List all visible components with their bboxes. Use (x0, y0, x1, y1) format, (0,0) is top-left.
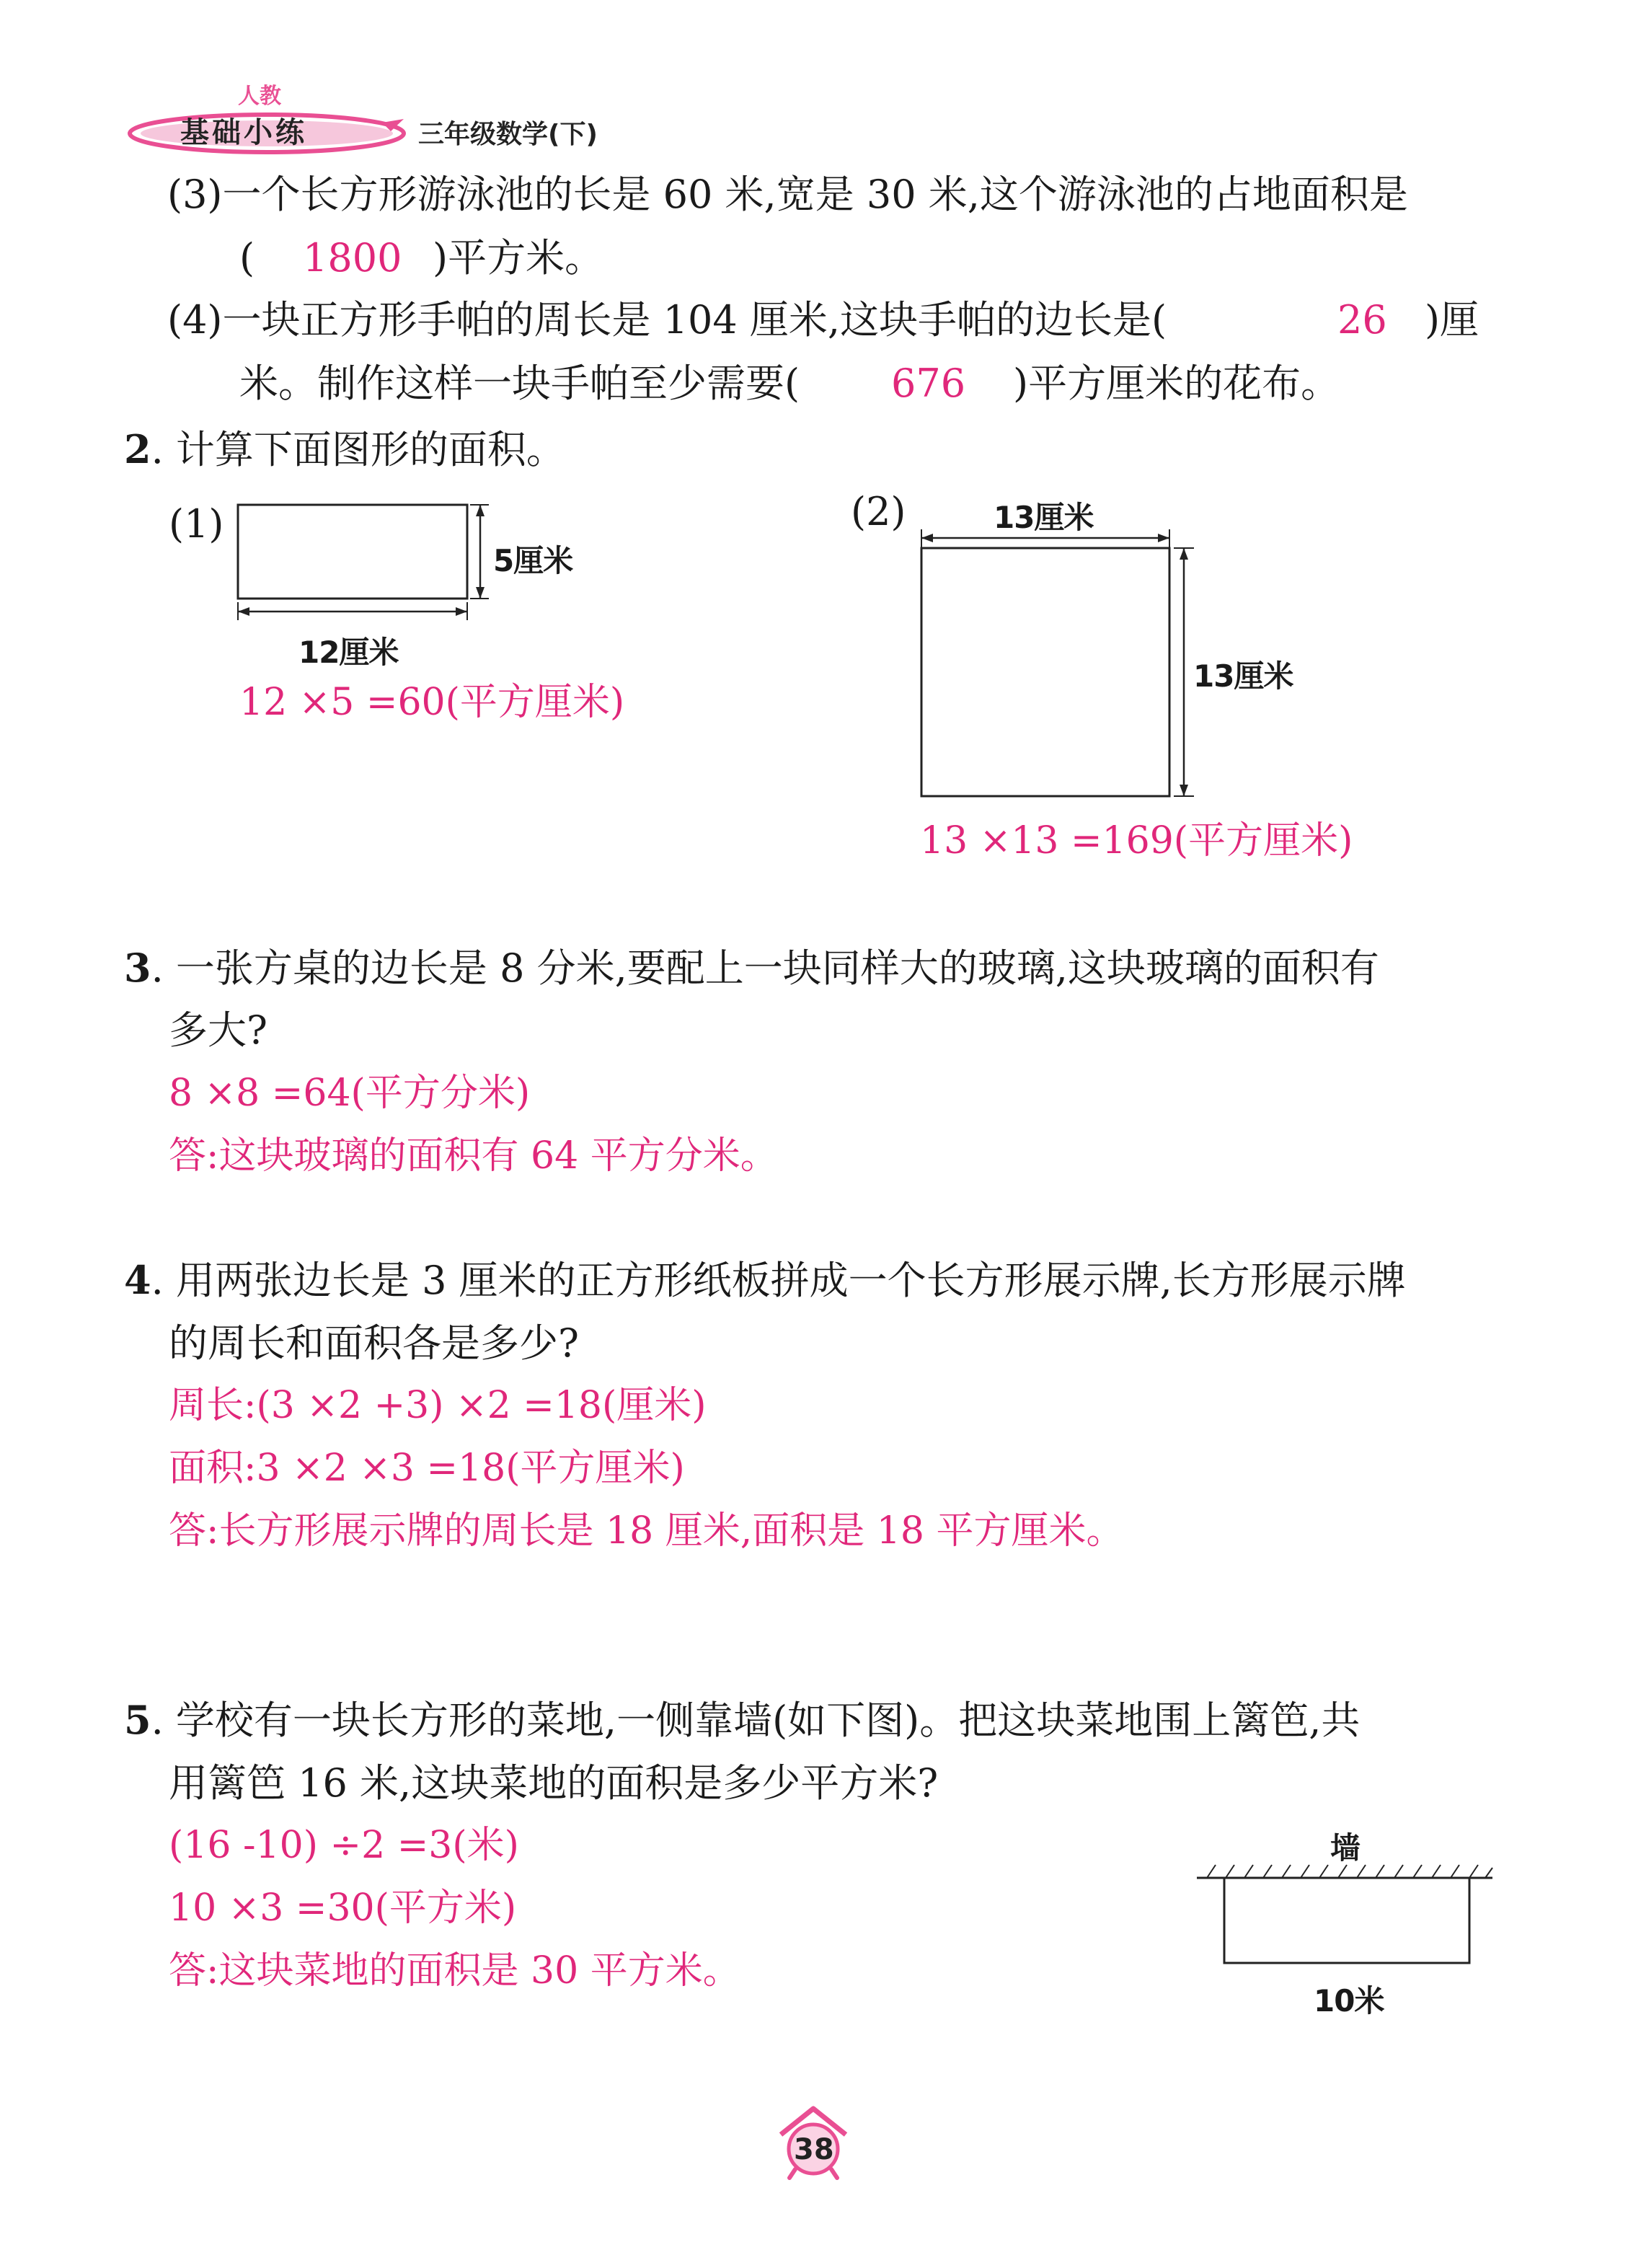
q4-line1 (124, 1257, 1406, 1303)
q5-garden-figure (1197, 1861, 1500, 1976)
q1-4-answer-side: 26 (1337, 297, 1387, 343)
q5-line2: 用篱笆 16 米,这块菜地的面积是多少平方米? (169, 1760, 939, 1806)
q2-fig1-label: (1) (169, 501, 224, 547)
q2-fig2-width-label: 13厘米 (994, 500, 1094, 535)
q5-answer-statement: 答:这块菜地的面积是 30 平方米。 (169, 1949, 740, 1993)
q3-line1 (124, 945, 1379, 991)
q5-answer-width: (16 -10) ÷2 =3(米) (169, 1824, 519, 1867)
q5-width-label: 10米 (1314, 1983, 1384, 2018)
q1-4-line1-post: )厘 (1425, 297, 1479, 343)
q3-line2: 多大? (169, 1007, 267, 1053)
q3-text: . 一张方桌的边长是 8 分米,要配上一块同样大的玻璃,这块玻璃的面积有 (151, 945, 1379, 991)
header-edition: 人教 (238, 84, 281, 109)
q1-3-answer: 1800 (303, 235, 402, 281)
q4-line2: 的周长和面积各是多少? (169, 1320, 579, 1366)
q2-fig1-rectangle (231, 498, 519, 635)
q2-text: . 计算下面图形的面积。 (151, 427, 565, 472)
q1-4-line2-post: )平方厘米的花布。 (1013, 361, 1340, 406)
q2-fig2-height-label: 13厘米 (1193, 658, 1293, 694)
q2-fig1-width-label: 12厘米 (298, 635, 399, 670)
q1-4-line2-pre: 米。制作这样一块手帕至少需要( (239, 361, 800, 406)
q3-answer-calc: 8 ×8 =64(平方分米) (169, 1072, 531, 1115)
q2-fig2-square (910, 519, 1227, 808)
q3-number: 3 (124, 945, 151, 991)
q2-fig1-answer: 12 ×5 =60(平方厘米) (239, 681, 625, 724)
q5-number: 5 (124, 1697, 151, 1743)
q4-answer-perimeter: 周长:(3 ×2 +3) ×2 =18(厘米) (169, 1384, 707, 1427)
q1-4-answer-area: 676 (891, 361, 966, 406)
header-series: 基础小练 (180, 116, 307, 149)
q1-3-paren-close: )平方米。 (433, 235, 604, 281)
q5-line1 (124, 1697, 1361, 1743)
q4-text: . 用两张边长是 3 厘米的正方形纸板拼成一个长方形展示牌,长方形展示牌 (151, 1258, 1406, 1303)
q2-fig1-height-label: 5厘米 (493, 543, 573, 578)
q4-answer-statement: 答:长方形展示牌的周长是 18 厘米,面积是 18 平方厘米。 (169, 1509, 1124, 1553)
q2-fig2-answer: 13 ×13 =169(平方厘米) (920, 819, 1353, 862)
header-book-title: 三年级数学(下) (418, 120, 598, 149)
q3-answer-statement: 答:这块玻璃的面积有 64 平方分米。 (169, 1134, 778, 1178)
page-number: 38 (794, 2133, 834, 2166)
q1-4-line1-pre: (4)一块正方形手帕的周长是 104 厘米,这块手帕的边长是( (167, 297, 1167, 343)
q4-number: 4 (124, 1257, 151, 1303)
q5-wall-label: 墙 (1330, 1830, 1361, 1866)
q1-3-line1: (3)一个长方形游泳池的长是 60 米,宽是 30 米,这个游泳池的占地面积是 (167, 172, 1408, 217)
q5-text: . 学校有一块长方形的菜地,一侧靠墙(如下图)。把这块菜地围上篱笆,共 (151, 1698, 1361, 1743)
q5-answer-area: 10 ×3 =30(平方米) (169, 1887, 517, 1930)
q2-number: 2 (124, 426, 151, 472)
q2-question (124, 426, 565, 472)
q2-fig2-label: (2) (851, 489, 906, 534)
q1-3-paren-open: ( (239, 235, 255, 281)
q4-answer-area: 面积:3 ×2 ×3 =18(平方厘米) (169, 1447, 685, 1490)
